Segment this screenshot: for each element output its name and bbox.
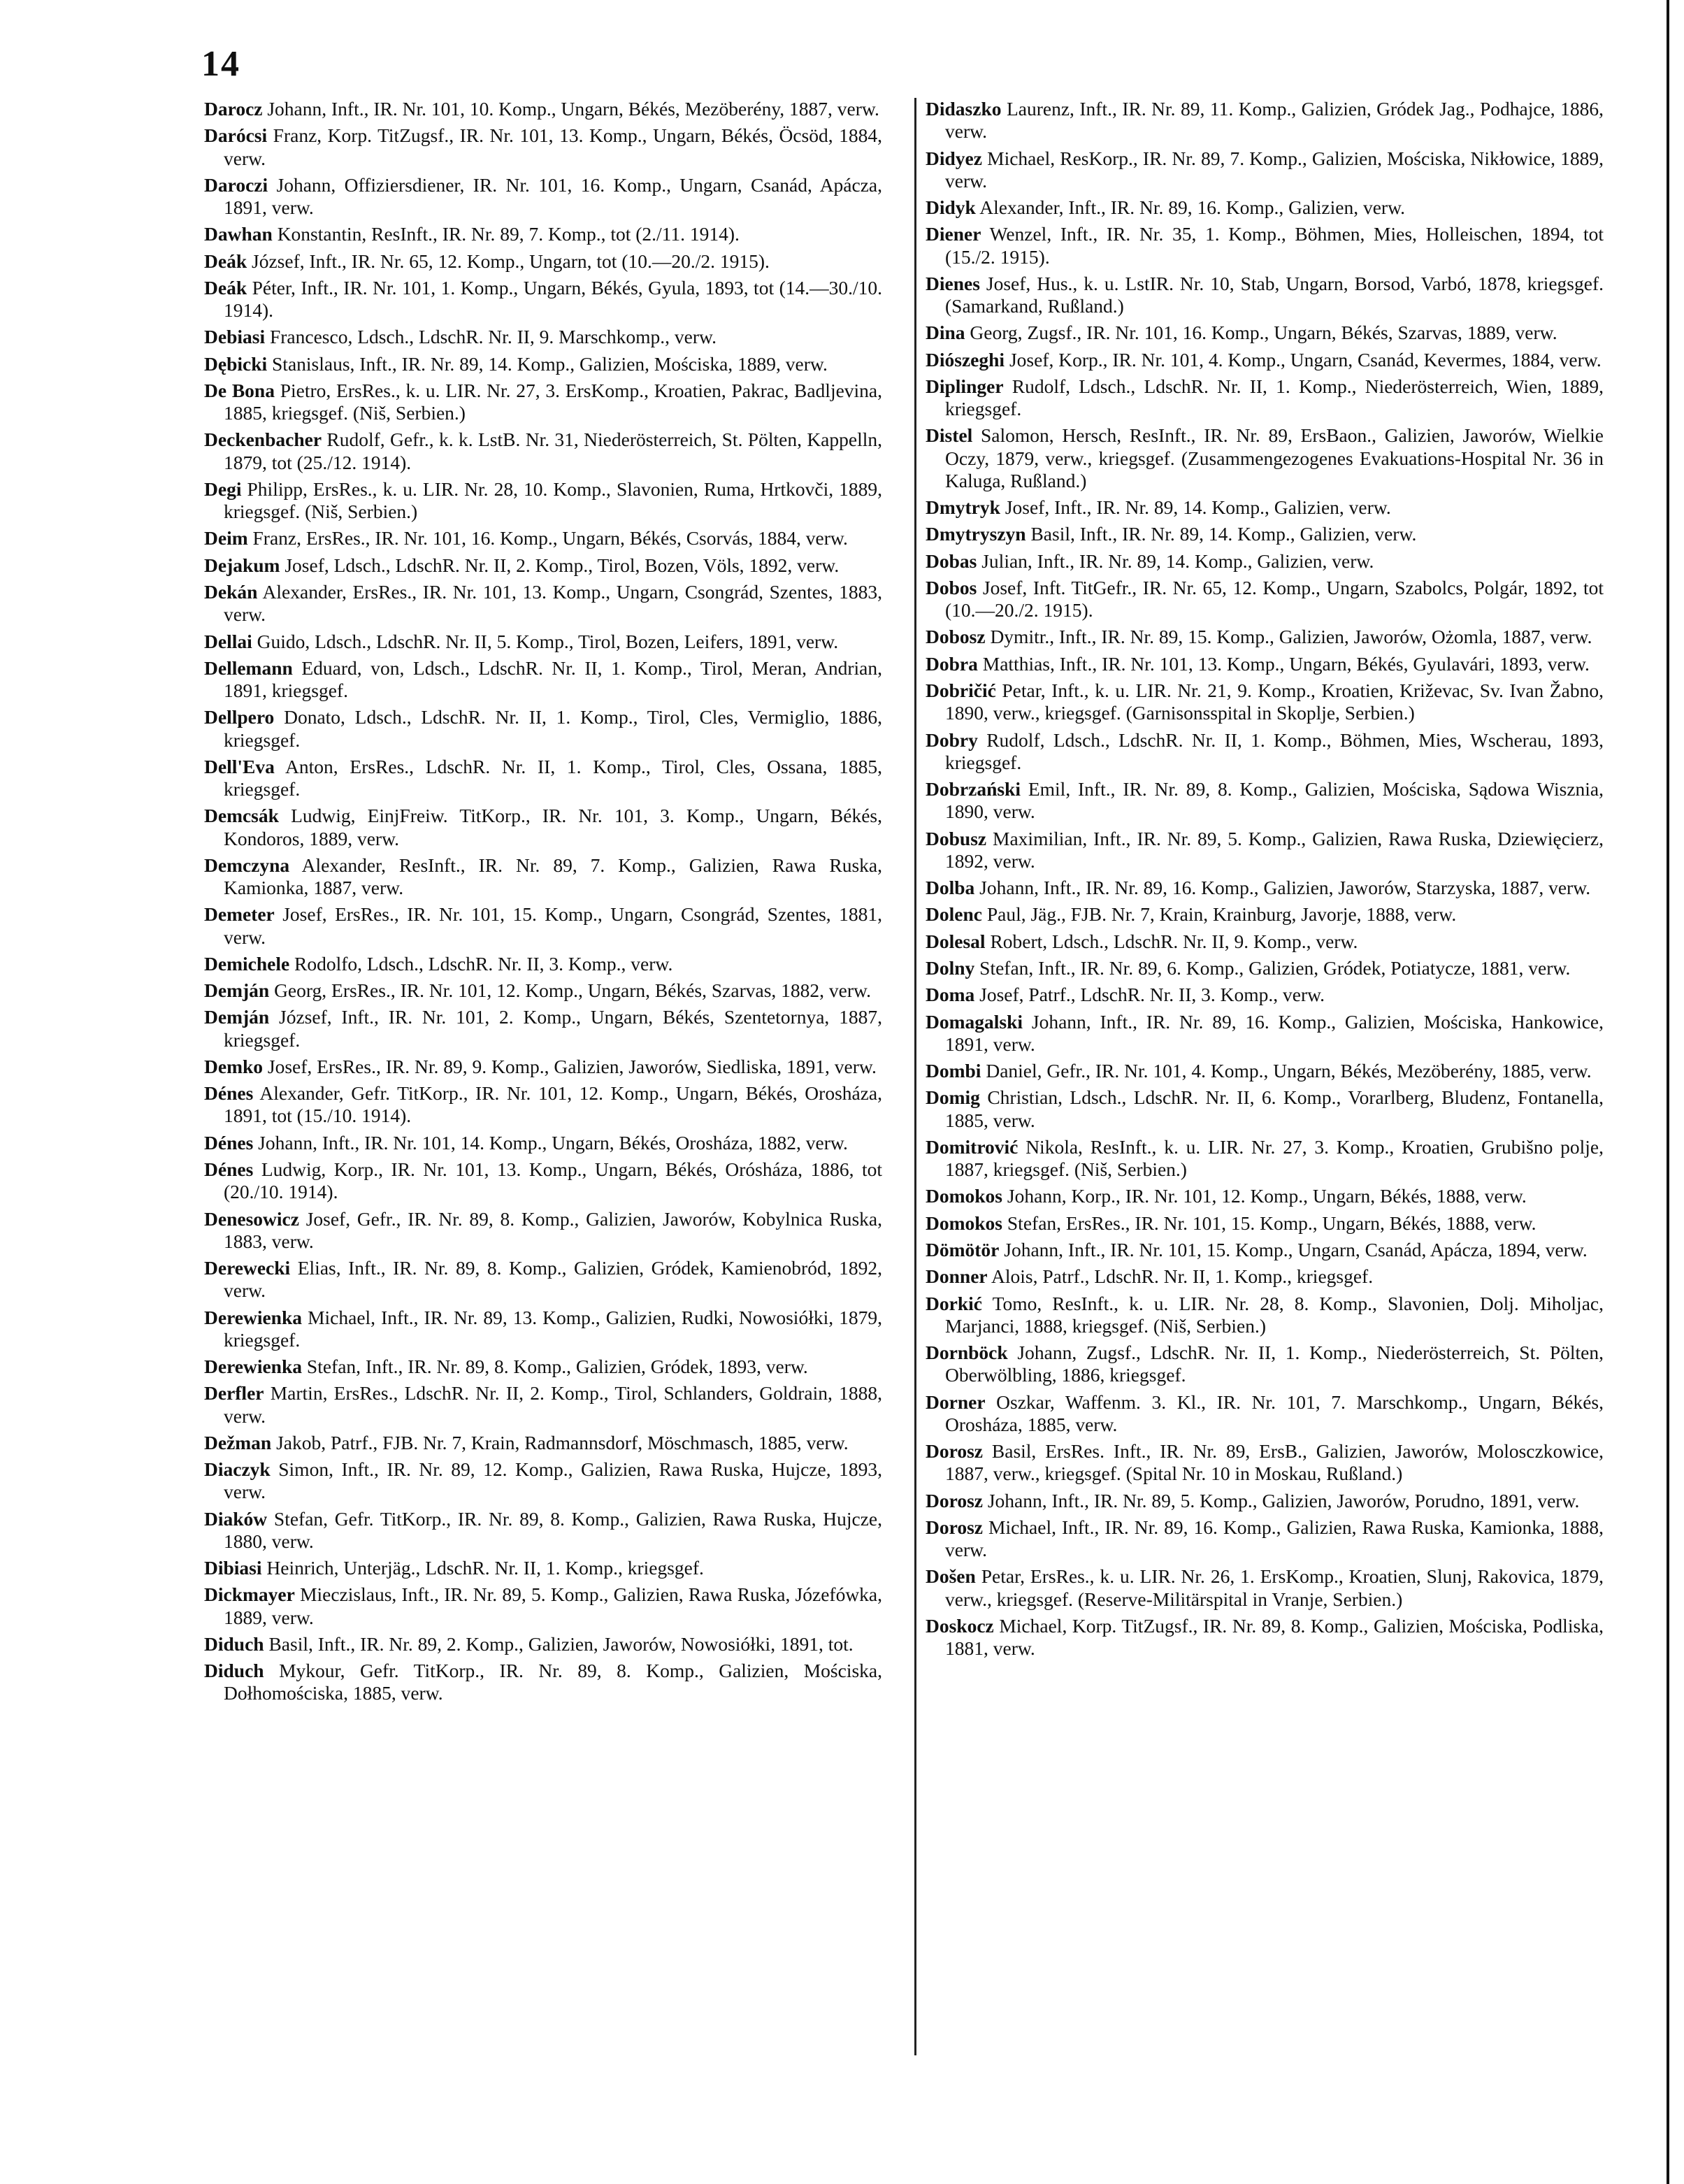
entry-details: Stefan, Inft., IR. Nr. 89, 8. Komp., Galizien, Gródek, 1893, verw. (306, 1356, 808, 1378)
entry-details: Johann, Inft., IR. Nr. 89, 16. Komp., Galizien, Mościska, Hankowice, 1891, verw. (945, 1010, 1604, 1055)
entry-surname: Darocz (204, 98, 263, 120)
entry-details: Julian, Inft., IR. Nr. 89, 14. Komp., Galizien, verw. (981, 549, 1374, 572)
register-entry (204, 1458, 882, 1503)
entry-details: Ludwig, EinjFreiw. TitKorp., IR. Nr. 101, 3. Komp., Ungarn, Békés, Kondoros, 1889, verw. (224, 805, 882, 849)
entry-details: Basil, ErsRes. Inft., IR. Nr. 89, ErsB., Galizien, Jaworów, Molosczkowice, 1887, verw., kriegsgef. (Spital Nr. 10 in Moskau, Rußland.) (945, 1440, 1604, 1485)
register-entry (926, 1136, 1604, 1181)
right-column (926, 98, 1604, 1664)
entry-details: Konstantin, ResInft., IR. Nr. 89, 7. Komp., tot (2./11. 1914). (277, 223, 740, 245)
register-entry (204, 1307, 882, 1351)
entry-surname: Dellai (204, 630, 252, 652)
entry-surname: Dömötör (926, 1238, 1000, 1260)
entry-details: Petar, ErsRes., k. u. LIR. Nr. 26, 1. ErsKomp., Kroatien, Slunj, Rakovica, 1879, verw., kriegsgef. (Reserve-Militärspital in Vranje, Serbien.) (945, 1565, 1604, 1610)
register-entry (926, 1615, 1604, 1660)
entry-details: Josef, Gefr., IR. Nr. 89, 8. Komp., Galizien, Jaworów, Kobylnica Ruska, 1883, verw. (224, 1207, 882, 1252)
entry-surname: Dorosz (926, 1489, 983, 1511)
entry-details: Ludwig, Korp., IR. Nr. 101, 13. Komp., Ungarn, Békés, Orósháza, 1886, tot (20./10. 1914). (224, 1158, 882, 1203)
register-entry (926, 424, 1604, 492)
register-entry (204, 380, 882, 424)
entry-details: Franz, Korp. TitZugsf., IR. Nr. 101, 13. Komp., Ungarn, Békés, Öcsöd, 1884, verw. (224, 124, 882, 169)
entry-details: József, Inft., IR. Nr. 65, 12. Komp., Ungarn, tot (10.—20./2. 1915). (252, 250, 770, 272)
entry-surname: Diplinger (926, 375, 1004, 397)
entry-surname: Dell'Eva (204, 755, 275, 777)
register-entry (926, 877, 1604, 899)
register-entry (204, 98, 882, 120)
entry-details: Michael, Inft., IR. Nr. 89, 13. Komp., Galizien, Rudki, Nowosiółki, 1879, kriegsgef. (224, 1306, 883, 1351)
entry-details: Josef, Inft. TitGefr., IR. Nr. 65, 12. Komp., Ungarn, Szabolcs, Polgár, 1892, tot (10.—20./2. 1915). (945, 576, 1604, 622)
register-entry (204, 979, 882, 1002)
register-entry (926, 223, 1604, 268)
register-entry (926, 957, 1604, 979)
register-entry (204, 1158, 882, 1203)
entry-details: Pietro, ErsRes., k. u. LIR. Nr. 27, 3. ErsKomp., Kroatien, Pakrac, Badljevina, 1885, kriegsgef. (Niš, Serbien.) (224, 379, 883, 424)
entry-details: Johann, Inft., IR. Nr. 101, 14. Komp., Ungarn, Békés, Orosháza, 1882, verw. (258, 1131, 848, 1154)
register-entry (204, 478, 882, 523)
entry-details: Georg, ErsRes., IR. Nr. 101, 12. Komp., Ungarn, Békés, Szarvas, 1882, verw. (274, 979, 871, 1002)
entry-details: Matthias, Inft., IR. Nr. 101, 13. Komp., Ungarn, Békés, Gyulavári, 1893, verw. (982, 652, 1590, 675)
register-entry (204, 903, 882, 948)
entry-surname: Darócsi (204, 124, 268, 147)
register-entry (204, 1257, 882, 1302)
entry-surname: Derewienka (204, 1356, 303, 1378)
entry-surname: Demczyna (204, 854, 290, 876)
register-entry (926, 496, 1604, 519)
entry-surname: Dolesal (926, 930, 986, 952)
register-entry (204, 277, 882, 322)
register-entry (926, 523, 1604, 545)
entry-details: Dymitr., Inft., IR. Nr. 89, 15. Komp., Galizien, Jaworów, Ożomla, 1887, verw. (990, 626, 1592, 648)
entry-details: Elias, Inft., IR. Nr. 89, 8. Komp., Galizien, Gródek, Kamienobród, 1892, verw. (224, 1257, 883, 1302)
entry-surname: Demko (204, 1055, 264, 1077)
register-entry (926, 1011, 1604, 1056)
entry-details: Alexander, ResInft., IR. Nr. 89, 7. Komp., Galizien, Rawa Ruska, Kamionka, 1887, verw. (224, 854, 882, 899)
entry-surname: Dibiasi (204, 1557, 262, 1579)
entry-details: Johann, Offiziersdiener, IR. Nr. 101, 16. Komp., Ungarn, Csanád, Apácza, 1891, verw. (224, 173, 883, 218)
entry-surname: Deim (204, 527, 248, 549)
entry-details: Rudolf, Gefr., k. k. LstB. Nr. 31, Niederösterreich, St. Pölten, Kappelln, 1879, tot (25./12. 1914). (224, 429, 883, 473)
entry-surname: Domokos (926, 1185, 1003, 1207)
entry-surname: Didaszko (926, 98, 1002, 120)
entry-surname: Derfler (204, 1382, 264, 1404)
entry-details: Wenzel, Inft., IR. Nr. 35, 1. Komp., Böhmen, Mies, Holleischen, 1894, tot (15./2. 1915). (945, 223, 1604, 268)
register-entry (926, 1490, 1604, 1512)
entry-surname: Dmytryszyn (926, 523, 1026, 545)
entry-surname: Dellemann (204, 656, 293, 679)
entry-details: Donato, Ldsch., LdschR. Nr. II, 1. Komp., Tirol, Cles, Vermiglio, 1886, kriegsgef. (224, 706, 882, 751)
entry-details: Johann, Korp., IR. Nr. 101, 12. Komp., Ungarn, Békés, 1888, verw. (1007, 1185, 1527, 1207)
entry-surname: Dolny (926, 956, 975, 979)
page-edge-line (1667, 0, 1669, 2184)
register-entry (204, 326, 882, 348)
entry-surname: Dobas (926, 549, 977, 572)
entry-details: Stanislaus, Inft., IR. Nr. 89, 14. Komp., Galizien, Mościska, 1889, verw. (272, 352, 828, 375)
entry-surname: Dolenc (926, 903, 982, 926)
entry-details: Josef, Hus., k. u. LstIR. Nr. 10, Stab, Ungarn, Borsod, Varbó, 1878, kriegsgef. (Samarkand, Rußland.) (945, 272, 1604, 317)
entry-surname: Domig (926, 1086, 980, 1109)
entry-details: Josef, Korp., IR. Nr. 101, 4. Komp., Ungarn, Csanád, Kevermes, 1884, verw. (1009, 348, 1602, 371)
column-divider (914, 98, 916, 2055)
entry-details: Georg, Zugsf., IR. Nr. 101, 16. Komp., Ungarn, Békés, Szarvas, 1889, verw. (970, 322, 1557, 344)
entry-details: Petar, Inft., k. u. LIR. Nr. 21, 9. Komp., Kroatien, Križevac, Sv. Ivan Žabno, 1890, verw., kriegsgef. (Garnisonsspital in Skoplje, Serbien.) (945, 680, 1604, 724)
register-entry (926, 1185, 1604, 1207)
register-entry (204, 657, 882, 702)
register-entry (926, 375, 1604, 420)
entry-details: Alexander, Inft., IR. Nr. 89, 16. Komp., Galizien, verw. (979, 196, 1406, 218)
entry-details: Rudolf, Ldsch., LdschR. Nr. II, 1. Komp., Niederösterreich, Wien, 1889, kriegsgef. (945, 375, 1604, 420)
entry-details: Johann, Inft., IR. Nr. 101, 15. Komp., Ungarn, Csanád, Apácza, 1894, verw. (1004, 1238, 1588, 1260)
entry-surname: Demján (204, 979, 270, 1002)
entry-surname: Derewienka (204, 1306, 303, 1328)
entry-surname: Doskocz (926, 1614, 994, 1637)
register-entry (204, 631, 882, 653)
register-entry (204, 174, 882, 219)
register-entry (204, 1356, 882, 1378)
register-entry (926, 778, 1604, 823)
register-entry (926, 1060, 1604, 1082)
entry-surname: Dénes (204, 1082, 254, 1105)
entry-surname: Dolba (926, 877, 975, 899)
register-entry (926, 322, 1604, 344)
entry-surname: Didyez (926, 147, 982, 169)
register-entry (926, 1293, 1604, 1337)
entry-details: József, Inft., IR. Nr. 101, 2. Komp., Ungarn, Békés, Szentetornya, 1887, kriegsgef. (224, 1006, 883, 1051)
entry-details: Martin, ErsRes., LdschR. Nr. II, 2. Komp., Tirol, Schlanders, Goldrain, 1888, verw. (224, 1382, 882, 1427)
register-entry (204, 250, 882, 273)
register-entry (204, 124, 882, 169)
register-entry (926, 1239, 1604, 1261)
register-entry (204, 706, 882, 751)
entry-surname: Diduch (204, 1632, 264, 1655)
entry-surname: Diaków (204, 1507, 268, 1530)
register-entry (204, 1583, 882, 1628)
entry-details: Heinrich, Unterjäg., LdschR. Nr. II, 1. Komp., kriegsgef. (266, 1557, 704, 1579)
entry-surname: Dombi (926, 1060, 981, 1082)
entry-surname: Dobričić (926, 680, 996, 702)
register-entry (926, 550, 1604, 573)
entry-details: Josef, ErsRes., IR. Nr. 101, 15. Komp., Ungarn, Csongrád, Szentes, 1881, verw. (224, 903, 883, 948)
entry-surname: Derewecki (204, 1257, 291, 1279)
entry-surname: Dornböck (926, 1342, 1008, 1364)
entry-details: Johann, Inft., IR. Nr. 89, 16. Komp., Galizien, Jaworów, Starzyska, 1887, verw. (979, 877, 1591, 899)
entry-surname: Dmytryk (926, 496, 1000, 519)
entry-surname: Dobra (926, 652, 978, 675)
register-entry (204, 527, 882, 549)
entry-details: Guido, Ldsch., LdschR. Nr. II, 5. Komp., Tirol, Bozen, Leifers, 1891, verw. (257, 630, 839, 652)
entry-surname: Domitrović (926, 1135, 1019, 1158)
entry-details: Tomo, ResInft., k. u. LIR. Nr. 28, 8. Komp., Slavonien, Dolj. Miholjac, Marjanci, 1888, kriegsgef. (Niš, Serbien.) (945, 1292, 1604, 1337)
entry-surname: Demichele (204, 952, 290, 975)
register-entry (204, 554, 882, 577)
entry-surname: Dobos (926, 576, 977, 598)
register-entry (926, 626, 1604, 648)
register-entry (204, 1208, 882, 1253)
entry-details: Josef, Inft., IR. Nr. 89, 14. Komp., Galizien, verw. (1005, 496, 1391, 519)
register-entry (926, 1265, 1604, 1288)
entry-surname: Dénes (204, 1131, 254, 1154)
entry-surname: Dejakum (204, 554, 280, 576)
entry-surname: Dellpero (204, 706, 275, 728)
entry-surname: Domagalski (926, 1010, 1023, 1033)
entry-surname: Dorner (926, 1391, 986, 1413)
entry-surname: Dekán (204, 581, 258, 603)
entry-details: Daniel, Gefr., IR. Nr. 101, 4. Komp., Ungarn, Békés, Mezöberény, 1885, verw. (986, 1060, 1592, 1082)
left-column (204, 98, 882, 1709)
entry-details: Francesco, Ldsch., LdschR. Nr. II, 9. Marschkomp., verw. (269, 326, 717, 348)
register-entry (926, 148, 1604, 192)
entry-details: Josef, Ldsch., LdschR. Nr. II, 2. Komp., Tirol, Bozen, Völs, 1892, verw. (285, 554, 840, 576)
entry-surname: Diduch (204, 1660, 264, 1682)
entry-details: Paul, Jäg., FJB. Nr. 7, Krain, Krainburg, Javorje, 1888, verw. (986, 903, 1457, 926)
entry-details: Mykour, Gefr. TitKorp., IR. Nr. 89, 8. Komp., Galizien, Mościska, Dołhomościska, 1885, verw. (224, 1660, 882, 1704)
register-entry (926, 577, 1604, 622)
entry-details: Salomon, Hersch, ResInft., IR. Nr. 89, ErsBaon., Galizien, Jaworów, Wielkie Oczy, 1879, verw., kriegsgef. (Zusammengezogenes Evakuations-Hospital Nr. 36 in Kaluga, Rußland.) (945, 424, 1604, 491)
entry-details: Basil, Inft., IR. Nr. 89, 14. Komp., Galizien, verw. (1030, 523, 1417, 545)
entry-details: Philipp, ErsRes., k. u. LIR. Nr. 28, 10. Komp., Slavonien, Ruma, Hrtkovči, 1889, kriegsgef. (Niš, Serbien.) (224, 477, 882, 523)
entry-surname: Dobrzański (926, 778, 1021, 800)
register-entry (926, 984, 1604, 1006)
register-entry (926, 98, 1604, 143)
register-entry (926, 1342, 1604, 1386)
entry-details: Stefan, ErsRes., IR. Nr. 101, 15. Komp., Ungarn, Békés, 1888, verw. (1007, 1212, 1537, 1234)
entry-surname: Dienes (926, 272, 980, 294)
entry-details: Rudolf, Ldsch., LdschR. Nr. II, 1. Komp., Böhmen, Mies, Wscherau, 1893, kriegsgef. (945, 728, 1604, 773)
register-entry (204, 353, 882, 375)
entry-details: Michael, ResKorp., IR. Nr. 89, 7. Komp., Galizien, Mościska, Nikłowice, 1889, verw. (945, 147, 1604, 192)
entry-details: Josef, ErsRes., IR. Nr. 89, 9. Komp., Galizien, Jaworów, Siedliska, 1891, verw. (267, 1055, 877, 1077)
entry-surname: Deckenbacher (204, 429, 322, 451)
entry-surname: Dénes (204, 1158, 254, 1181)
entry-surname: Demeter (204, 903, 275, 926)
entry-details: Rodolfo, Ldsch., LdschR. Nr. II, 3. Komp., verw. (294, 952, 673, 975)
entry-surname: Diener (926, 223, 981, 245)
entry-surname: Demján (204, 1006, 270, 1028)
entry-details: Mieczislaus, Inft., IR. Nr. 89, 5. Komp., Galizien, Rawa Ruska, Józefówka, 1889, verw. (224, 1583, 883, 1628)
entry-surname: Diaczyk (204, 1458, 271, 1481)
register-entry (926, 349, 1604, 371)
entry-details: Alois, Patrf., LdschR. Nr. II, 1. Komp., kriegsgef. (991, 1265, 1374, 1288)
entry-surname: Dickmayer (204, 1583, 295, 1606)
entry-surname: Dawhan (204, 223, 273, 245)
entry-details: Simon, Inft., IR. Nr. 89, 12. Komp., Galizien, Rawa Ruska, Hujcze, 1893, verw. (224, 1458, 882, 1503)
entry-surname: Degi (204, 477, 242, 500)
entry-details: Laurenz, Inft., IR. Nr. 89, 11. Komp., Galizien, Gródek Jag., Podhajce, 1886, verw. (945, 98, 1604, 143)
entry-surname: Dina (926, 322, 965, 344)
entry-surname: Domokos (926, 1212, 1003, 1234)
entry-details: Christian, Ldsch., LdschR. Nr. II, 6. Komp., Vorarlberg, Bludenz, Fontanella, 1885, verw. (945, 1086, 1604, 1131)
register-entry (926, 680, 1604, 724)
register-entry (204, 1660, 882, 1704)
register-entry (204, 223, 882, 245)
entry-surname: Debiasi (204, 326, 266, 348)
entry-surname: Diószeghi (926, 348, 1005, 371)
register-entry (204, 1557, 882, 1579)
register-entry (204, 1006, 882, 1051)
entry-surname: Dežman (204, 1431, 272, 1453)
register-entry (926, 931, 1604, 953)
register-entry (926, 196, 1604, 219)
entry-surname: De Bona (204, 379, 275, 401)
register-entry (926, 653, 1604, 675)
entry-details: Stefan, Inft., IR. Nr. 89, 6. Komp., Galizien, Gródek, Potiatycze, 1881, verw. (979, 956, 1571, 979)
register-entry (204, 1132, 882, 1154)
register-entry (204, 854, 882, 899)
entry-details: Michael, Inft., IR. Nr. 89, 16. Komp., Galizien, Rawa Ruska, Kamionka, 1888, verw. (945, 1516, 1604, 1561)
register-entry (204, 756, 882, 800)
entry-details: Johann, Inft., IR. Nr. 101, 10. Komp., Ungarn, Békés, Mezöberény, 1887, verw. (267, 98, 879, 120)
entry-details: Basil, Inft., IR. Nr. 89, 2. Komp., Galizien, Jaworów, Nowosiółki, 1891, tot. (268, 1632, 854, 1655)
entry-details: Anton, ErsRes., LdschR. Nr. II, 1. Komp., Tirol, Cles, Ossana, 1885, kriegsgef. (224, 755, 882, 800)
entry-details: Emil, Inft., IR. Nr. 89, 8. Komp., Galizien, Mościska, Sądowa Wisznia, 1890, verw. (945, 778, 1604, 823)
entry-details: Johann, Inft., IR. Nr. 89, 5. Komp., Galizien, Jaworów, Porudno, 1891, verw. (987, 1489, 1580, 1511)
entry-details: Jakob, Patrf., FJB. Nr. 7, Krain, Radmannsdorf, Möschmasch, 1885, verw. (276, 1431, 849, 1453)
entry-surname: Deák (204, 276, 247, 299)
register-entry (204, 953, 882, 975)
register-entry (926, 1440, 1604, 1485)
register-entry (204, 1056, 882, 1078)
entry-surname: Dobusz (926, 827, 987, 849)
entry-details: Michael, Korp. TitZugsf., IR. Nr. 89, 8. Komp., Galizien, Mościska, Podliska, 1881, verw. (945, 1614, 1604, 1660)
entry-details: Stefan, Gefr. TitKorp., IR. Nr. 89, 8. Komp., Galizien, Rawa Ruska, Hujcze, 1880, verw. (224, 1507, 883, 1552)
register-entry (204, 1508, 882, 1553)
entry-surname: Demcsák (204, 805, 279, 827)
register-entry (926, 273, 1604, 317)
register-entry (926, 1516, 1604, 1561)
entry-surname: Deák (204, 250, 247, 272)
entry-details: Péter, Inft., IR. Nr. 101, 1. Komp., Ungarn, Békés, Gyula, 1893, tot (14.—30./10. 1914). (224, 276, 882, 322)
register-entry (204, 1633, 882, 1655)
entry-details: Oszkar, Waffenm. 3. Kl., IR. Nr. 101, 7. Marschkomp., Ungarn, Békés, Orosháza, 1885, verw. (945, 1391, 1604, 1435)
register-entry (926, 1391, 1604, 1436)
register-entry (204, 805, 882, 849)
register-entry (204, 1382, 882, 1427)
entry-surname: Dębicki (204, 352, 268, 375)
register-entry (204, 1082, 882, 1127)
entry-surname: Denesowicz (204, 1207, 299, 1230)
entry-details: Johann, Zugsf., LdschR. Nr. II, 1. Komp., Niederösterreich, St. Pölten, Oberwölbling, 1886, kriegsgef. (945, 1342, 1604, 1386)
page-number: 14 (201, 44, 240, 84)
entry-surname: Dobry (926, 728, 978, 751)
entry-surname: Distel (926, 424, 973, 447)
entry-details: Alexander, ErsRes., IR. Nr. 101, 13. Komp., Ungarn, Csongrád, Szentes, 1883, verw. (224, 581, 883, 626)
register-entry (204, 581, 882, 626)
entry-surname: Didyk (926, 196, 976, 218)
register-entry (926, 903, 1604, 926)
register-entry (204, 429, 882, 473)
register-entry (926, 1212, 1604, 1235)
register-entry (926, 1565, 1604, 1610)
entry-details: Josef, Patrf., LdschR. Nr. II, 3. Komp., verw. (979, 984, 1325, 1006)
entry-details: Alexander, Gefr. TitKorp., IR. Nr. 101, 12. Komp., Ungarn, Békés, Orosháza, 1891, tot (15./10. 1914). (224, 1082, 883, 1127)
entry-surname: Dorosz (926, 1516, 983, 1538)
register-entry (926, 1086, 1604, 1131)
entry-surname: Daroczi (204, 173, 268, 196)
entry-details: Franz, ErsRes., IR. Nr. 101, 16. Komp., Ungarn, Békés, Csorvás, 1884, verw. (252, 527, 848, 549)
entry-details: Robert, Ldsch., LdschR. Nr. II, 9. Komp., verw. (990, 930, 1358, 952)
entry-surname: Dobosz (926, 626, 986, 648)
entry-details: Maximilian, Inft., IR. Nr. 89, 5. Komp., Galizien, Rawa Ruska, Dziewięcierz, 1892, verw. (945, 827, 1604, 872)
entry-surname: Donner (926, 1265, 988, 1288)
entry-surname: Dorkić (926, 1292, 982, 1314)
register-entry (204, 1432, 882, 1454)
entry-details: Nikola, ResInft., k. u. LIR. Nr. 27, 3. Komp., Kroatien, Grubišno polje, 1887, kriegsgef. (Niš, Serbien.) (945, 1135, 1604, 1181)
entry-surname: Dorosz (926, 1440, 983, 1463)
register-entry (926, 729, 1604, 774)
register-entry (926, 828, 1604, 872)
entry-details: Eduard, von, Ldsch., LdschR. Nr. II, 1. Komp., Tirol, Meran, Andrian, 1891, kriegsgef. (224, 656, 882, 702)
entry-surname: Doma (926, 984, 975, 1006)
entry-surname: Došen (926, 1565, 976, 1588)
